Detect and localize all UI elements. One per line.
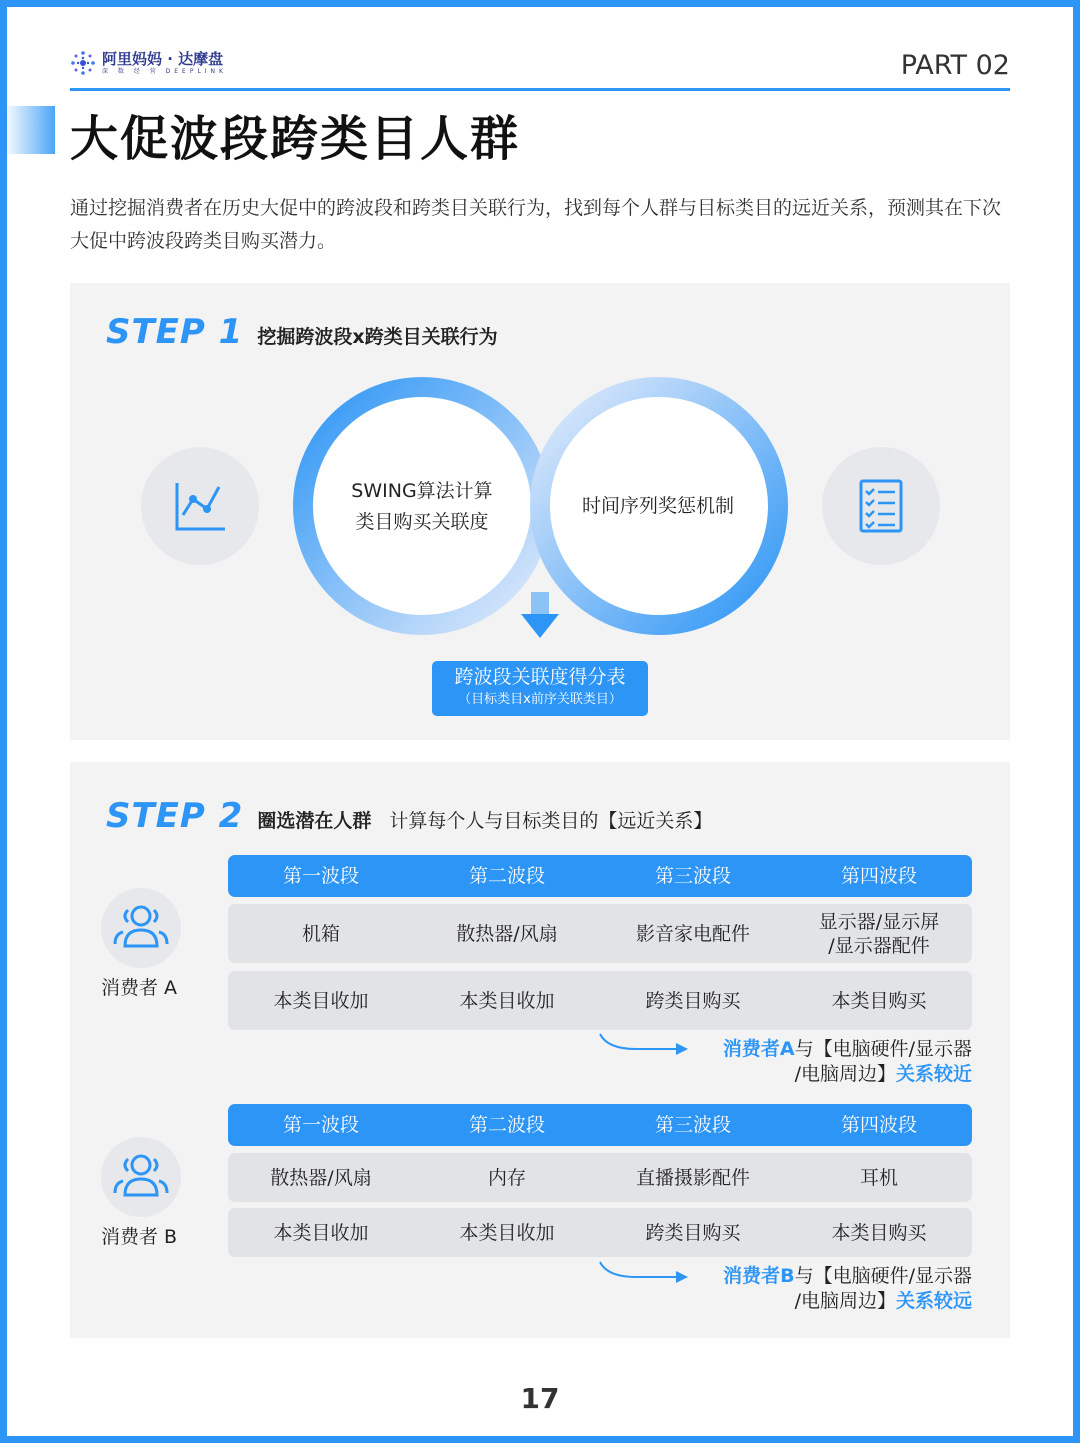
chart-icon-circle (141, 447, 259, 565)
conclusion-arrow-a (596, 1030, 692, 1058)
logo-mark-icon (70, 50, 96, 76)
title-accent-bar (7, 106, 55, 154)
consumer-b-name: 消费者 B (101, 1226, 178, 1248)
wave-header-cell: 第一波段 (282, 1114, 359, 1136)
category-cell: 内存 (487, 1166, 526, 1189)
behavior-cell: 本类目购买 (831, 1221, 927, 1244)
brand-logo (70, 50, 227, 76)
score-table-box (432, 661, 648, 716)
checklist-icon (822, 447, 940, 565)
wave-header-cell: 第一波段 (282, 865, 359, 887)
logo-sub-text: 深 数 经 营 DEEPLINK (102, 68, 227, 75)
wave-header-cell: 第三波段 (654, 865, 731, 887)
right-ring-text: 时间序列奖惩机制 (581, 495, 734, 517)
down-arrow-icon (521, 614, 559, 638)
conclusion-a-mid1: 与【电脑硬件/显示器 (794, 1038, 972, 1060)
behavior-row-b (228, 1208, 972, 1257)
score-table-subtitle: （目标类目x前序关联类目） (458, 692, 622, 707)
category-cell: 直播摄影配件 (635, 1166, 750, 1189)
wave-header-b (228, 1104, 972, 1146)
behavior-cell: 本类目收加 (459, 1221, 555, 1244)
conclusion-arrow-b (596, 1258, 692, 1286)
down-arrow-stem (531, 592, 549, 616)
checklist-icon-circle (822, 447, 940, 565)
step2-label: STEP 2 (106, 796, 244, 836)
user-group-icon (101, 888, 181, 968)
behavior-cell: 本类目收加 (459, 989, 555, 1012)
behavior-cell: 跨类目购买 (645, 989, 741, 1012)
header-divider (70, 88, 1010, 91)
behavior-cell: 本类目收加 (273, 1221, 369, 1244)
step2-sub: 计算每个人与目标类目的【远近关系】 (389, 810, 713, 832)
conclusion-a-end: 关系较近 (895, 1063, 972, 1085)
category-row-b (228, 1153, 972, 1202)
step1-label: STEP 1 (106, 312, 244, 352)
score-table-title: 跨波段关联度得分表 (454, 666, 626, 688)
page-title: 大促波段跨类目人群 (70, 111, 521, 167)
behavior-row-a (228, 971, 972, 1030)
wave-header-cell: 第二波段 (468, 1114, 545, 1136)
conclusion-b-mid2: /电脑周边】 (794, 1290, 896, 1312)
behavior-cell: 本类目收加 (273, 989, 369, 1012)
consumer-b-avatar (101, 1137, 181, 1217)
category-cell: 显示器/显示屏 /显示器配件 (818, 910, 940, 957)
consumer-a-name: 消费者 A (101, 977, 178, 999)
conclusion-b-who: 消费者B (723, 1265, 795, 1287)
step1-desc: 挖掘跨波段x跨类目关联行为 (257, 326, 498, 348)
step2-heading (106, 798, 712, 834)
wave-header-a (228, 855, 972, 897)
behavior-cell: 跨类目购买 (645, 1221, 741, 1244)
user-group-icon (101, 1137, 181, 1217)
conclusion-b-mid1: 与【电脑硬件/显示器 (794, 1265, 972, 1287)
left-ring-line1: SWING算法计算 (351, 480, 493, 502)
wave-header-cell: 第三波段 (654, 1114, 731, 1136)
category-cell: 影音家电配件 (635, 922, 750, 945)
wave-header-cell: 第二波段 (468, 865, 545, 887)
consumer-a-avatar (101, 888, 181, 968)
conclusion-b (723, 1264, 972, 1314)
category-cell: 耳机 (859, 1166, 898, 1189)
left-ring-line2: 类目购买关联度 (355, 511, 489, 533)
intro-paragraph: 通过挖掘消费者在历史大促中的跨波段和跨类目关联行为，找到每个人群与目标类目的远近关系，预测其在下次大促中跨波段跨类目购买潜力。 (70, 197, 1002, 252)
wave-header-cell: 第四波段 (840, 1114, 917, 1136)
category-cell: 散热器/风扇 (456, 922, 558, 945)
part-label: PART 02 (900, 50, 1010, 81)
conclusion-a (723, 1037, 972, 1087)
conclusion-a-who: 消费者A (722, 1038, 795, 1060)
line-chart-icon (141, 447, 259, 565)
logo-main-text: 阿里妈妈 · 达摩盘 (102, 50, 224, 68)
conclusion-a-mid2: /电脑周边】 (794, 1063, 896, 1085)
step2-desc: 圈选潜在人群 (257, 810, 372, 832)
step1-heading (106, 314, 498, 350)
conclusion-b-end: 关系较远 (895, 1290, 972, 1312)
category-cell: 散热器/风扇 (270, 1166, 372, 1189)
left-ring-text (322, 476, 522, 538)
page-number: 17 (520, 1382, 560, 1415)
category-row-a (228, 904, 972, 963)
category-cell: 机箱 (301, 922, 340, 945)
behavior-cell: 本类目购买 (831, 989, 927, 1012)
wave-header-cell: 第四波段 (840, 865, 917, 887)
